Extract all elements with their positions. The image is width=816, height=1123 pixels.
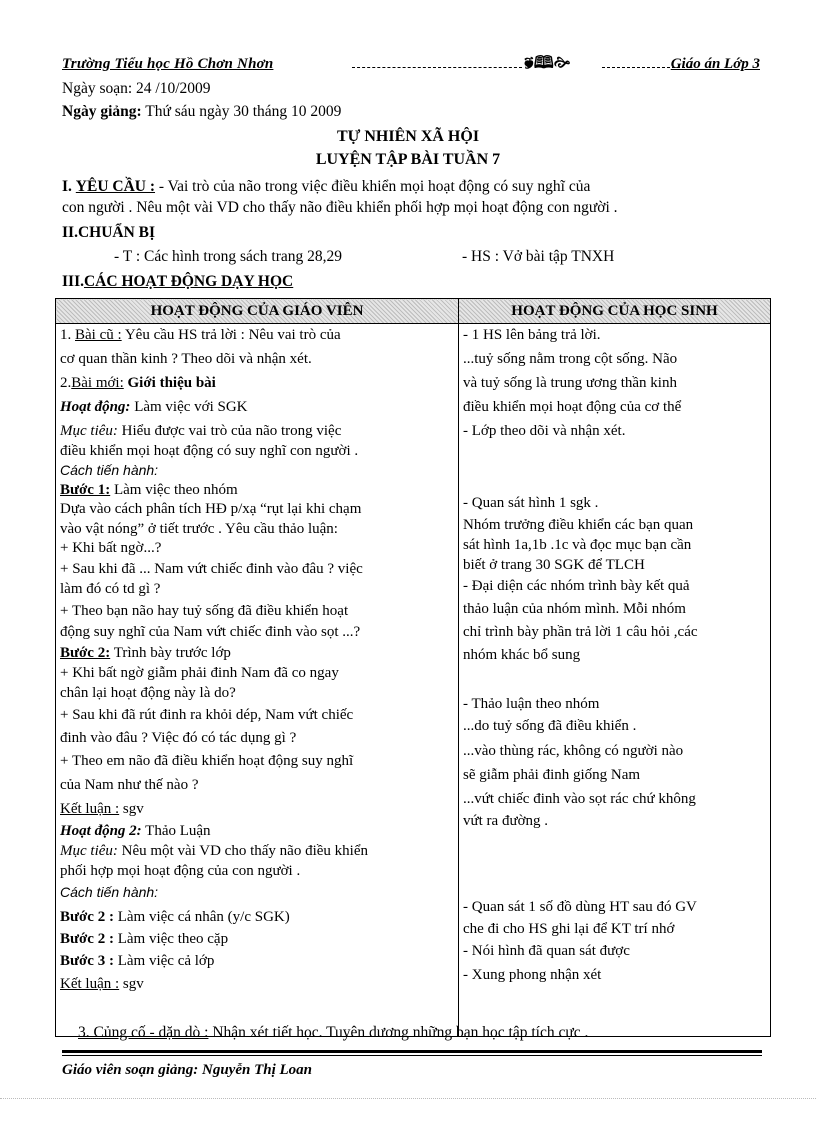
text: Bước 2: bbox=[60, 645, 111, 661]
text: ...tuỷ sống nằm trong cột sống. Não bbox=[463, 351, 678, 367]
text: Giới thiệu bài bbox=[123, 375, 216, 391]
text: - Nói hình đã quan sát được bbox=[463, 943, 630, 959]
page-header bbox=[62, 54, 760, 76]
text: Thảo Luận bbox=[141, 823, 211, 839]
text: và tuỷ sống là trung ương thần kinh bbox=[463, 375, 677, 391]
prep-date-value: 24 /10/2009 bbox=[136, 80, 211, 97]
footer-divider bbox=[62, 1055, 762, 1056]
lesson-title: LUYỆN TẬP BÀI TUẦN 7 bbox=[315, 151, 501, 168]
text: ...vào thùng rác, không có người nào bbox=[463, 743, 684, 759]
text: - Quan sát 1 số đồ dùng HT sau đó GV bbox=[463, 899, 697, 915]
text: Hiểu được vai trò của não trong việc bbox=[117, 423, 342, 439]
text: của Nam như thế nào ? bbox=[60, 777, 199, 793]
text: - Quan sát hình 1 sgk . bbox=[463, 495, 599, 511]
text: thảo luận của nhóm mình. Mỗi nhóm bbox=[463, 601, 686, 617]
text: - Lớp theo dõi và nhận xét. bbox=[463, 423, 626, 439]
text: - Xung phong nhận xét bbox=[463, 967, 602, 983]
activities-heading bbox=[62, 273, 293, 291]
text: Nêu một vài VD cho thấy não điều khiển bbox=[117, 843, 368, 859]
closing-text: Nhận xét tiết học. Tuyên dương những bạn học tập tích cực . bbox=[208, 1024, 589, 1041]
text: biết ở trang 30 SGK để TLCH bbox=[463, 557, 645, 573]
text: ...do tuỷ sống đã điều khiển . bbox=[463, 718, 637, 734]
footer-divider bbox=[62, 1050, 762, 1053]
grade-label: Giáo án Lớp 3 bbox=[670, 56, 760, 72]
text: - 1 HS lên bảng trả lời. bbox=[463, 327, 601, 343]
text: Yêu cầu HS trả lời : Nêu vai trò của bbox=[121, 327, 341, 343]
text: + Khi bất ngờ...? bbox=[60, 540, 162, 556]
text: Nhóm trưởng điều khiển các bạn quan bbox=[463, 517, 694, 533]
text: chỉ trình bày phần trả lời 1 câu hỏi ,các bbox=[463, 624, 698, 640]
text: phối hợp mọi hoạt động của con người . bbox=[60, 863, 301, 879]
text: điều khiển mọi hoạt động có suy nghĩ con người . bbox=[60, 443, 359, 459]
text: Làm việc với SGK bbox=[130, 399, 248, 415]
requirements-heading: YÊU CẦU : bbox=[75, 178, 156, 195]
text: đinh vào đâu ? Việc đó có tác dụng gì ? bbox=[60, 730, 297, 746]
text: Làm việc cả lớp bbox=[113, 953, 215, 969]
requirements-section bbox=[62, 176, 762, 218]
activities-table bbox=[55, 298, 771, 1037]
activities-prefix: III. bbox=[62, 273, 84, 290]
text: - Thảo luận theo nhóm bbox=[463, 696, 600, 712]
text: 1. bbox=[60, 327, 75, 343]
text: Bước 2 : bbox=[60, 931, 114, 947]
text: Cách tiến hành: bbox=[60, 884, 159, 900]
text: Mục tiêu: bbox=[60, 843, 118, 859]
requirements-number: I. bbox=[62, 178, 72, 195]
teach-date-label: Ngày giảng: bbox=[62, 103, 142, 120]
text: sát hình 1a,1b .1c và đọc mục bạn cần bbox=[463, 537, 692, 553]
school-name: Trường Tiểu học Hồ Chơn Nhơn bbox=[62, 56, 274, 72]
text: + Theo em não đã điều khiển hoạt động suy nghĩ bbox=[60, 753, 354, 769]
closing-label: 3. Củng cố - dặn dò : bbox=[78, 1024, 209, 1041]
text: nhóm khác bổ sung bbox=[463, 647, 581, 663]
page-bottom-border bbox=[0, 1098, 816, 1099]
preparation-heading: II.CHUẨN BỊ bbox=[62, 224, 156, 241]
text: Bước 2 : bbox=[60, 909, 114, 925]
text: Bước 3 : bbox=[60, 953, 114, 969]
text: Hoạt động 2: bbox=[60, 823, 142, 839]
text: + Theo bạn não hay tuỷ sống đã điều khiển hoạt bbox=[60, 603, 349, 619]
teacher-signature: Giáo viên soạn giảng: Nguyễn Thị Loan bbox=[62, 1062, 313, 1078]
subject-title: TỰ NHIÊN XÃ HỘI bbox=[336, 128, 480, 145]
activities-title: CÁC HOẠT ĐỘNG DẠY HỌC bbox=[83, 273, 294, 290]
text: sgv bbox=[119, 801, 144, 817]
teach-date-value: Thứ sáu ngày 30 tháng 10 2009 bbox=[145, 103, 342, 120]
text: 2. bbox=[60, 375, 72, 391]
text: + Sau khi đã rút đinh ra khỏi dép, Nam vứt chiếc bbox=[60, 707, 354, 723]
requirements-text-cont: con người . Nêu một vài VD cho thấy não điều khiển phối hợp mọi hoạt động con người . bbox=[62, 199, 618, 216]
requirements-text: - Vai trò của não trong việc điều khiển mọi hoạt động có suy nghĩ của bbox=[158, 178, 591, 195]
text: Dựa vào cách phân tích HĐ p/xạ “rụt lại khi chạm bbox=[60, 501, 362, 517]
student-column-header: HOẠT ĐỘNG CỦA HỌC SINH bbox=[459, 299, 771, 324]
text: cơ quan thần kinh ? Theo dõi và nhận xét. bbox=[60, 351, 312, 367]
text: che đi cho HS ghi lại để KT trí nhớ bbox=[463, 921, 675, 937]
text: ...vứt chiếc đinh vào sọt rác chứ không bbox=[463, 791, 696, 807]
text: Trình bày trước lớp bbox=[110, 645, 231, 661]
text: chân lại hoạt động này là do? bbox=[60, 685, 236, 701]
text: điều khiển mọi hoạt động của cơ thể bbox=[463, 399, 682, 415]
teacher-column-header: HOẠT ĐỘNG CỦA GIÁO VIÊN bbox=[56, 299, 459, 324]
prep-date-label: Ngày soạn: bbox=[62, 80, 133, 97]
text: vứt ra đường . bbox=[463, 813, 549, 829]
student-materials: - HS : Vở bài tập TNXH bbox=[462, 248, 615, 265]
text: Kết luận : bbox=[60, 801, 120, 817]
teacher-activities-cell bbox=[56, 324, 459, 1037]
text: Bài cũ : bbox=[75, 327, 122, 343]
text: - Đại diện các nhóm trình bày kết quả bbox=[463, 578, 690, 594]
text: Làm việc theo cặp bbox=[113, 931, 229, 947]
teacher-materials: - T : Các hình trong sách trang 28,29 bbox=[114, 248, 343, 265]
header-divider bbox=[352, 67, 522, 68]
text: + Khi bất ngờ giẫm phải đinh Nam đã co ngay bbox=[60, 665, 339, 681]
book-ornament-icon: 🙘🕮🙚 bbox=[524, 53, 571, 72]
text: vào vật nóng” ở tiết trước . Yêu cầu thảo luận: bbox=[60, 521, 338, 537]
text: Làm việc theo nhóm bbox=[110, 482, 238, 498]
text: sgv bbox=[119, 976, 144, 992]
table-row bbox=[56, 324, 771, 1037]
text: làm đó có td gì ? bbox=[60, 581, 161, 597]
text: Hoạt động: bbox=[60, 399, 131, 415]
student-activities-cell bbox=[459, 324, 771, 1037]
text: + Sau khi đã ... Nam vứt chiếc đinh vào đâu ? việc bbox=[60, 561, 363, 577]
table-header-row bbox=[56, 299, 771, 324]
closing-line bbox=[78, 1024, 588, 1042]
teach-date-line bbox=[62, 103, 341, 121]
text: Kết luận : bbox=[60, 976, 120, 992]
text: Bài mới: bbox=[71, 375, 124, 391]
text: Cách tiến hành: bbox=[60, 462, 159, 478]
prep-date-line bbox=[62, 80, 211, 98]
text: động suy nghĩ của Nam vứt chiếc đinh vào sọt ...? bbox=[60, 624, 361, 640]
text: Mục tiêu: bbox=[60, 423, 118, 439]
text: Làm việc cá nhân (y/c SGK) bbox=[113, 909, 290, 925]
text: sẽ giẫm phải đinh giống Nam bbox=[463, 767, 641, 783]
text: Bước 1: bbox=[60, 482, 111, 498]
